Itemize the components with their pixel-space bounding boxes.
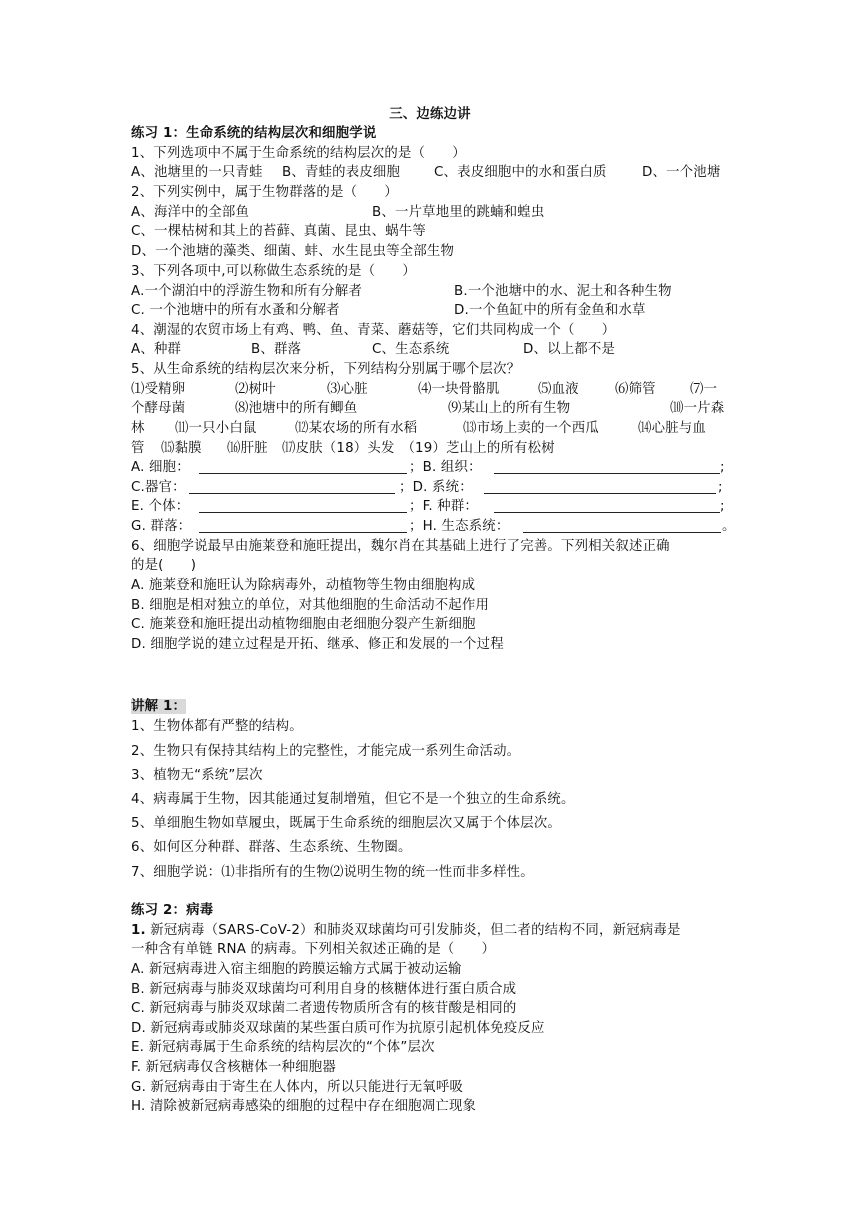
p2-q1-option-c: C. 新冠病毒与肺炎双球菌二者遗传物质所含有的核苷酸是相同的 bbox=[131, 1001, 517, 1016]
q4-option-c: C、生态系统 bbox=[372, 342, 450, 357]
fill-end: ; bbox=[720, 499, 725, 514]
lecture1-item: 7、细胞学说：⑴非指所有的生物⑵说明生物的统一性而非多样性。 bbox=[131, 865, 534, 880]
practice1-heading: 练习 1：生命系统的结构层次和细胞学说 bbox=[131, 126, 377, 141]
fill-label: C.器官： bbox=[131, 480, 186, 495]
q5-item: ⒁心脏与血 bbox=[638, 421, 706, 436]
q6-stem-line1: 6、细胞学说最早由施莱登和施旺提出，魏尔肖在其基础上进行了完善。下列相关叙述正确 bbox=[131, 539, 670, 554]
lecture1-heading bbox=[131, 698, 186, 716]
answer-blank-organ[interactable] bbox=[189, 479, 395, 494]
q5-item: ⑶心脏 bbox=[327, 382, 368, 397]
fill-label: ；B. 组织： bbox=[409, 460, 482, 475]
q5-item: ⑼某山上的所有生物 bbox=[448, 401, 571, 416]
answer-blank-tissue[interactable] bbox=[494, 459, 720, 474]
lecture1-item: 6、如何区分种群、群落、生态系统、生物圈。 bbox=[131, 840, 412, 855]
fill-label: ；F. 种群： bbox=[409, 499, 479, 514]
q1-option-a: A、池塘里的一只青蛙 bbox=[131, 165, 263, 180]
q5-item: 管 bbox=[131, 441, 145, 456]
p2-q1-stem-text: 新冠病毒（SARS-CoV-2）和肺炎双球菌均可引发肺炎，但二者的结构不同，新冠病毒是 bbox=[145, 923, 681, 938]
q1-option-b: B、青蛙的表皮细胞 bbox=[282, 165, 401, 180]
fill-label: ；D. 系统： bbox=[399, 480, 473, 495]
q5-stem: 5、从生命系统的结构层次来分析，下列结构分别属于哪个层次？ bbox=[131, 362, 521, 377]
q2-option-c: C、一棵枯树和其上的苔藓、真菌、昆虫、蜗牛等 bbox=[131, 224, 426, 239]
fill-label: A. 细胞： bbox=[131, 460, 190, 475]
q5-item: ⑴受精卵 bbox=[131, 382, 186, 397]
answer-blank-individual[interactable] bbox=[199, 498, 407, 513]
q5-item: ⑵树叶 bbox=[235, 382, 276, 397]
fill-row-1 bbox=[131, 459, 731, 477]
fill-row-4 bbox=[131, 518, 736, 536]
p2-q1-option-h: H. 清除被新冠病毒感染的细胞的过程中存在细胞凋亡现象 bbox=[131, 1099, 477, 1114]
q3-stem: 3、下列各项中,可以称做生态系统的是（ ） bbox=[131, 264, 416, 279]
q3-options-cd bbox=[131, 302, 731, 320]
q5-item: ⒃肝脏 bbox=[227, 441, 268, 456]
q2-option-a: A、海洋中的全部鱼 bbox=[131, 205, 250, 220]
q5-item: ⑿某农场的所有水稻 bbox=[295, 421, 418, 436]
q3-option-a: A.一个湖泊中的浮游生物和所有分解者 bbox=[131, 284, 363, 299]
fill-label: G. 群落： bbox=[131, 519, 192, 534]
fill-label: ；H. 生态系统： bbox=[409, 519, 510, 534]
q4-option-b: B、群落 bbox=[251, 342, 302, 357]
lecture1-item: 3、植物无“系统”层次 bbox=[131, 768, 263, 783]
q4-option-d: D、以上都不是 bbox=[523, 342, 616, 357]
q6-option-c: C. 施莱登和施旺提出动植物细胞由老细胞分裂产生新细胞 bbox=[131, 617, 476, 632]
q4-option-a: A、种群 bbox=[131, 342, 182, 357]
fill-end: ; bbox=[718, 480, 723, 495]
q3-options-ab bbox=[131, 283, 731, 301]
q5-item: ⑻池塘中的所有鲫鱼 bbox=[235, 401, 358, 416]
q5-items-row2 bbox=[131, 400, 731, 418]
q2-option-d: D、一个池塘的藻类、细菌、蚌、水生昆虫等全部生物 bbox=[131, 244, 455, 259]
q5-item: 个酵母菌 bbox=[131, 401, 186, 416]
q6-stem-line2: 的是( ) bbox=[131, 558, 197, 573]
q5-item: ⒄皮肤（18）头发 （19）芝山上的所有松树 bbox=[282, 441, 555, 456]
p2-q1-option-a: A. 新冠病毒进入宿主细胞的跨膜运输方式属于被动运输 bbox=[131, 962, 462, 977]
q5-item: ⑷一块骨骼肌 bbox=[418, 382, 500, 397]
q1-option-d: D、一个池塘 bbox=[642, 165, 721, 180]
answer-blank-population[interactable] bbox=[494, 498, 720, 513]
q4-stem: 4、潮湿的农贸市场上有鸡、鸭、鱼、青菜、蘑菇等，它们共同构成一个（ ） bbox=[131, 323, 616, 338]
q1-stem: 1、下列选项中不属于生命系统的结构层次的是（ ） bbox=[131, 146, 466, 161]
q5-item: ⑸血液 bbox=[538, 382, 579, 397]
q5-item: ⑺一 bbox=[690, 382, 718, 397]
q6-option-d: D. 细胞学说的建立过程是开拓、继承、修正和发展的一个过程 bbox=[131, 637, 504, 652]
p2-q1-option-b: B. 新冠病毒与肺炎双球菌均可利用自身的核糖体进行蛋白质合成 bbox=[131, 982, 517, 997]
q2-option-b: B、一片草地里的跳蝻和蝗虫 bbox=[372, 205, 545, 220]
q3-option-d: D.一个鱼缸中的所有金鱼和水草 bbox=[454, 303, 646, 318]
q6-option-b: B. 细胞是相对独立的单位，对其他细胞的生命活动不起作用 bbox=[131, 598, 490, 613]
q5-item: ⒀市场上卖的一个西瓜 bbox=[463, 421, 599, 436]
q2-stem: 2、下列实例中，属于生物群落的是（ ） bbox=[131, 185, 398, 200]
q5-item: 林 bbox=[131, 421, 145, 436]
answer-blank-system[interactable] bbox=[484, 479, 716, 494]
q3-option-b: B.一个池塘中的水、泥土和各种生物 bbox=[454, 284, 672, 299]
p2-q1-option-d: D. 新冠病毒或肺炎双球菌的某些蛋白质可作为抗原引起机体免疫反应 bbox=[131, 1021, 545, 1036]
p2-q1-option-e: E. 新冠病毒属于生命系统的结构层次的“个体”层次 bbox=[131, 1040, 435, 1055]
q4-options bbox=[131, 341, 731, 359]
lecture1-item: 1、生物体都有严整的结构。 bbox=[131, 719, 303, 734]
q5-items-row1 bbox=[131, 381, 731, 399]
p2-q1-option-f: F. 新冠病毒仅含核糖体一种细胞器 bbox=[131, 1060, 336, 1075]
q2-options-ab bbox=[131, 204, 731, 222]
fill-end: 。 bbox=[722, 519, 736, 534]
section-title: 三、边练边讲 bbox=[389, 107, 471, 122]
q1-option-c: C、表皮细胞中的水和蛋白质 bbox=[434, 165, 607, 180]
fill-label: E. 个体： bbox=[131, 499, 190, 514]
q5-item: ⑾一只小白鼠 bbox=[175, 421, 257, 436]
q6-option-a: A. 施莱登和施旺认为除病毒外，动植物等生物由细胞构成 bbox=[131, 578, 476, 593]
q5-items-row4 bbox=[131, 440, 731, 458]
lecture1-item: 4、病毒属于生物，因其能通过复制增殖，但它不是一个独立的生命系统。 bbox=[131, 792, 575, 807]
q5-items-row3 bbox=[131, 420, 731, 438]
answer-blank-ecosystem[interactable] bbox=[523, 518, 721, 533]
q5-item: ⒂黏膜 bbox=[161, 441, 202, 456]
q3-option-c: C. 一个池塘中的所有水蚤和分解者 bbox=[131, 303, 340, 318]
fill-end: ; bbox=[720, 460, 725, 475]
q1-options bbox=[131, 164, 731, 182]
answer-blank-community[interactable] bbox=[199, 518, 407, 533]
p2-q1-stem-line2: 一种含有单链 RNA 的病毒。下列相关叙述正确的是（ ） bbox=[131, 942, 496, 957]
q5-item: ⑹筛管 bbox=[615, 382, 656, 397]
fill-row-3 bbox=[131, 498, 731, 516]
fill-row-2 bbox=[131, 479, 731, 497]
practice2-heading: 练习 2：病毒 bbox=[131, 903, 214, 918]
q5-item: ⑽一片森 bbox=[670, 401, 725, 416]
p2-q1-stem-line1 bbox=[131, 922, 681, 940]
p2-q1-number: 1. bbox=[131, 923, 146, 938]
p2-q1-option-g: G. 新冠病毒由于寄生在人体内，所以只能进行无氧呼吸 bbox=[131, 1080, 464, 1095]
answer-blank-cell[interactable] bbox=[199, 459, 407, 474]
lecture1-item: 2、生物只有保持其结构上的完整性，才能完成一系列生命活动。 bbox=[131, 744, 521, 759]
lecture1-heading-text: 讲解 1： bbox=[131, 699, 187, 714]
lecture1-item: 5、单细胞生物如草履虫，既属于生命系统的细胞层次又属于个体层次。 bbox=[131, 816, 562, 831]
